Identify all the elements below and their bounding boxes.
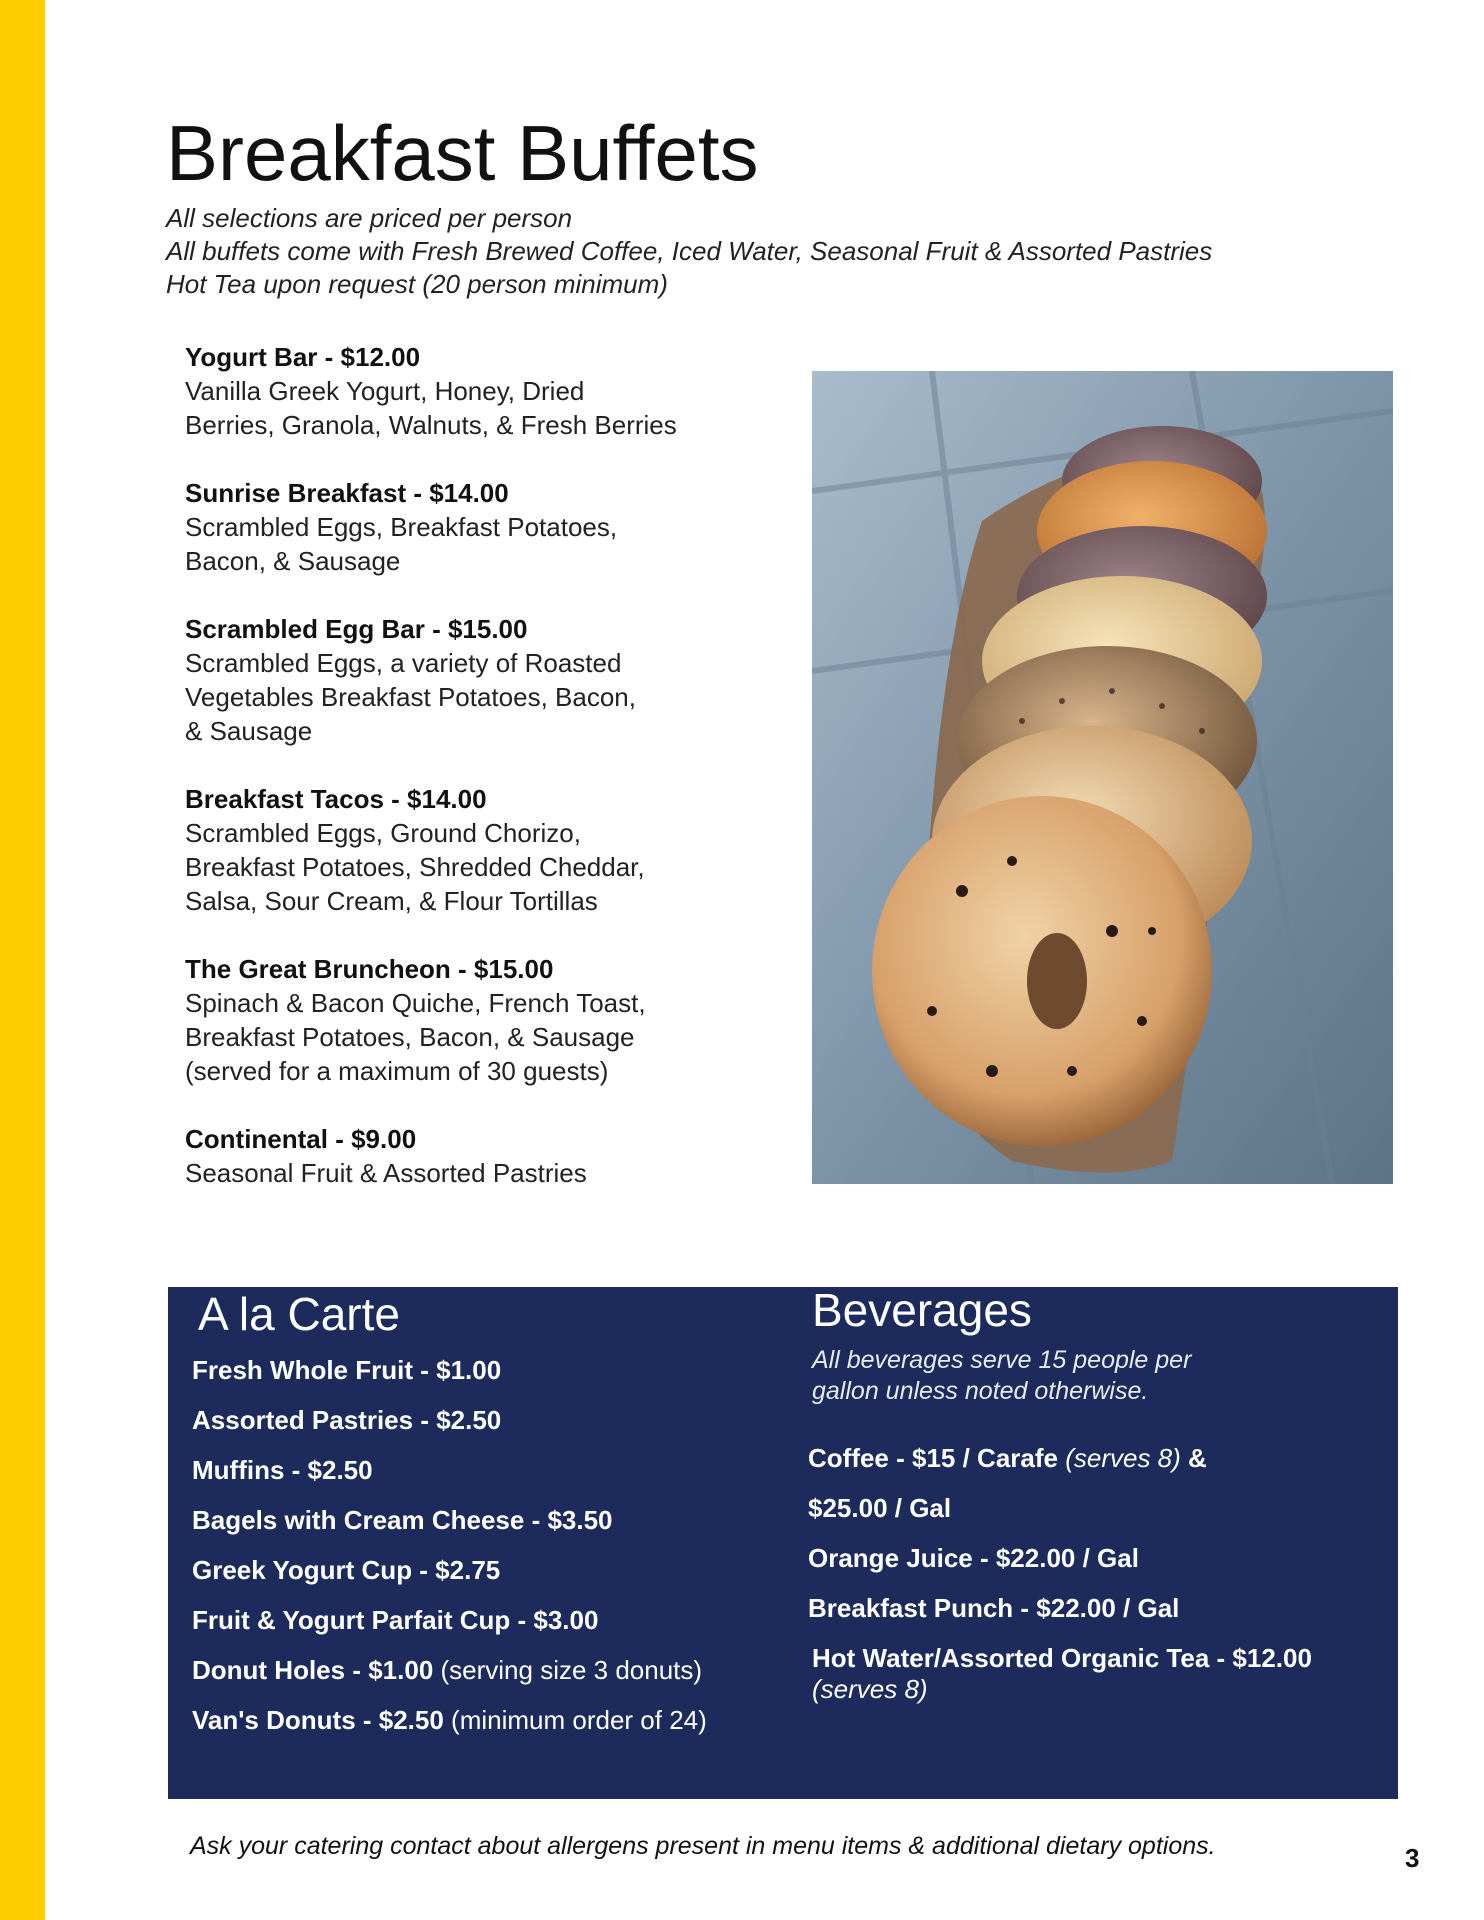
item-label: &	[1188, 1443, 1207, 1473]
desc-line: Salsa, Sour Cream, & Flour Tortillas	[185, 886, 598, 916]
buffet-item	[185, 1122, 745, 1190]
desc-line: (served for a maximum of 30 guests)	[185, 1056, 609, 1086]
list-item	[192, 1353, 707, 1403]
a-la-carte-title: A la Carte	[198, 1288, 400, 1340]
desc-line: Breakfast Potatoes, Bacon, & Sausage	[185, 1022, 635, 1052]
buffet-name: Sunrise Breakfast - $14.00	[185, 478, 509, 508]
buffet-name: Continental - $9.00	[185, 1124, 417, 1154]
buffet-name: Yogurt Bar - $12.00	[185, 342, 421, 372]
list-item	[812, 1641, 1312, 1703]
desc-line: Scrambled Eggs, a variety of Roasted	[185, 648, 622, 678]
list-item	[192, 1503, 707, 1553]
subtitle-line: Hot Tea upon request (20 person minimum)	[166, 269, 668, 299]
list-item	[192, 1403, 707, 1453]
a-la-carte-list	[192, 1353, 707, 1753]
buffet-item	[185, 476, 745, 578]
buffet-item	[185, 340, 745, 442]
allergen-footer-note: Ask your catering contact about allergens present in menu items & additional dietary options.	[190, 1832, 1216, 1860]
item-note: (minimum order of 24)	[443, 1705, 707, 1735]
subtitle	[166, 202, 1212, 301]
beverages-note	[812, 1345, 1191, 1407]
buffet-list	[185, 340, 745, 1224]
buffet-description	[185, 1156, 745, 1190]
beverages-title: Beverages	[812, 1284, 1032, 1336]
item-label: Fruit & Yogurt Parfait Cup - $3.00	[192, 1605, 599, 1635]
list-item	[808, 1591, 1312, 1641]
buffet-name: Scrambled Egg Bar - $15.00	[185, 614, 528, 644]
buffet-name: Breakfast Tacos - $14.00	[185, 784, 487, 814]
desc-line: & Sausage	[185, 716, 313, 746]
beverages-list	[808, 1441, 1312, 1703]
item-label: Donut Holes - $1.00	[192, 1655, 434, 1685]
buffet-item	[185, 782, 745, 918]
item-label: Hot Water/Assorted Organic Tea - $12.00	[812, 1643, 1312, 1673]
desc-line: Breakfast Potatoes, Shredded Cheddar,	[185, 852, 645, 882]
buffet-description	[185, 646, 745, 748]
buffet-name: The Great Bruncheon - $15.00	[185, 954, 554, 984]
buffet-description	[185, 374, 745, 442]
item-note: (serves 8)	[1057, 1443, 1189, 1473]
list-item	[192, 1453, 707, 1503]
item-label: Orange Juice - $22.00 / Gal	[808, 1543, 1139, 1573]
desc-line: Spinach & Bacon Quiche, French Toast,	[185, 988, 646, 1018]
list-item	[808, 1441, 1312, 1491]
buffet-description	[185, 816, 745, 918]
desc-line: Bacon, & Sausage	[185, 546, 401, 576]
desc-line: Scrambled Eggs, Breakfast Potatoes,	[185, 512, 618, 542]
desc-line: Seasonal Fruit & Assorted Pastries	[185, 1158, 587, 1188]
desc-line: Berries, Granola, Walnuts, & Fresh Berries	[185, 410, 677, 440]
note-line: gallon unless noted otherwise.	[812, 1377, 1149, 1405]
list-item	[192, 1553, 707, 1603]
item-note: (serves 8)	[812, 1674, 928, 1704]
list-item	[808, 1491, 1312, 1541]
subtitle-line: All selections are priced per person	[166, 203, 573, 233]
list-item	[192, 1703, 707, 1753]
list-item	[192, 1653, 707, 1703]
item-label: Van's Donuts - $2.50	[192, 1705, 444, 1735]
item-label: $25.00 / Gal	[808, 1493, 952, 1523]
buffet-description	[185, 986, 745, 1088]
item-label: Coffee - $15 / Carafe	[808, 1443, 1058, 1473]
yellow-side-bar	[0, 0, 45, 1920]
bagels-photo	[812, 371, 1393, 1184]
item-note: (serving size 3 donuts)	[433, 1655, 703, 1685]
buffet-item	[185, 612, 745, 748]
item-label: Bagels with Cream Cheese - $3.50	[192, 1505, 613, 1535]
desc-line: Vegetables Breakfast Potatoes, Bacon,	[185, 682, 636, 712]
desc-line: Scrambled Eggs, Ground Chorizo,	[185, 818, 581, 848]
list-item	[808, 1541, 1312, 1591]
subtitle-line: All buffets come with Fresh Brewed Coffee, Iced Water, Seasonal Fruit & Assorted Pastries	[166, 236, 1213, 266]
item-label: Assorted Pastries - $2.50	[192, 1405, 502, 1435]
item-label: Muffins - $2.50	[192, 1455, 373, 1485]
page-number: 3	[1405, 1843, 1420, 1873]
buffet-item	[185, 952, 745, 1088]
buffet-description	[185, 510, 745, 578]
list-item	[192, 1603, 707, 1653]
page-title: Breakfast Buffets	[166, 109, 759, 197]
note-line: All beverages serve 15 people per	[812, 1346, 1192, 1374]
navy-panel	[168, 1284, 1398, 1799]
desc-line: Vanilla Greek Yogurt, Honey, Dried	[185, 376, 585, 406]
item-label: Breakfast Punch - $22.00 / Gal	[808, 1593, 1180, 1623]
item-label: Greek Yogurt Cup - $2.75	[192, 1555, 501, 1585]
item-label: Fresh Whole Fruit - $1.00	[192, 1355, 502, 1385]
